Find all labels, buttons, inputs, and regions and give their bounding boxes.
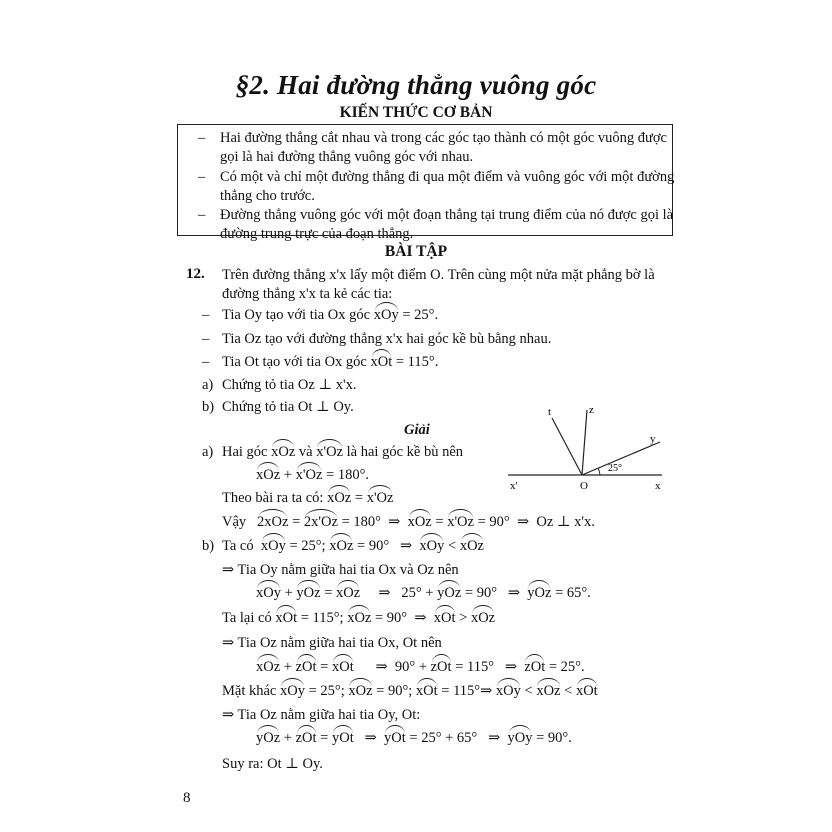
bullet-dash: – [202, 354, 210, 370]
implies-arrow: ⇒ [516, 514, 530, 530]
solution-line [256, 466, 369, 484]
text: = 25°; [285, 538, 326, 554]
text: = 90° [473, 514, 510, 530]
angle-symbol: xOz [348, 683, 373, 699]
implies-arrow: ⇒ [400, 538, 413, 554]
text: + [280, 659, 296, 675]
text: Ta lại có [222, 610, 272, 626]
angle-symbol: xOz [336, 585, 361, 601]
text: Vậy [222, 514, 247, 530]
text: = 90° [461, 585, 497, 601]
angle-symbol: xOt [275, 610, 298, 626]
angle-symbol: zOt [295, 659, 317, 675]
question-b-label: b) [202, 399, 215, 415]
ray-oz [582, 410, 587, 475]
theory-line: đường trung trực của đoạn thẳng. [220, 226, 414, 242]
text: + [280, 585, 297, 601]
text: = 180° [337, 514, 381, 530]
implies-arrow: ⇒ [480, 683, 493, 699]
angle-symbol: yOz [437, 585, 462, 601]
text: là hai góc kề bù nên [346, 444, 464, 460]
problem-number: 12. [186, 266, 205, 282]
implies-arrow: ⇒ [364, 730, 377, 746]
angle-symbol: xOy [495, 683, 521, 699]
solution-a-label: a) [202, 444, 214, 460]
implies-arrow: ⇒ [504, 659, 518, 675]
angle-symbol: xOt [575, 683, 598, 699]
angle-symbol: xOz [256, 659, 281, 675]
question-a-label: a) [202, 377, 214, 393]
text: = 90° [353, 538, 390, 554]
text: = [316, 730, 332, 746]
question-b: Chứng tỏ tia Ot ⊥ Oy. [222, 399, 354, 415]
item-value: = 115°. [392, 354, 439, 370]
implies-arrow: ⇒ [378, 585, 391, 601]
solution-line: ⇒ Tia Oz nằm giữa hai tia Ox, Ot nên [222, 635, 442, 651]
angle-symbol: xOz [459, 538, 484, 554]
text: Mặt khác [222, 683, 277, 699]
label-x-prime: x' [510, 480, 518, 492]
label-x: x [655, 480, 661, 492]
angle-symbol: x'Oz [447, 514, 474, 530]
text: + [280, 730, 296, 746]
text: = 115° [451, 659, 495, 675]
solution-line [222, 609, 495, 627]
angle-symbol: xOy [256, 585, 281, 601]
solution-line [222, 489, 393, 507]
text: = 25°; [304, 683, 345, 699]
angle-symbol: xOt [415, 683, 438, 699]
angle-symbol: x'Oz [366, 490, 394, 506]
implies-arrow: ⇒ [388, 514, 401, 530]
text: Oz ⊥ x'x. [536, 514, 595, 530]
angle-symbol: xOz [271, 444, 296, 460]
angle-symbol: xOt [331, 659, 354, 675]
angle-symbol: zOt [430, 659, 452, 675]
angle-symbol: x'Oz [295, 467, 323, 483]
text: Ta có [222, 538, 254, 554]
item-value: = 25°. [398, 307, 439, 323]
angle-symbol: xOz [327, 490, 352, 506]
page-number: 8 [183, 790, 191, 806]
bullet-dash: – [198, 169, 206, 185]
label-angle: 25° [608, 463, 622, 474]
implies-arrow: ⇒ [375, 659, 388, 675]
label-o: O [580, 480, 588, 492]
solution-line [222, 537, 484, 555]
text: = 180°. [322, 467, 369, 483]
text: < [444, 538, 460, 554]
theory-line: thẳng cho trước. [220, 188, 315, 204]
item-text: Tia Oy tạo với tia Ox góc [222, 307, 371, 323]
text: 25° + [401, 585, 438, 601]
angle-symbol: 2x'Oz [303, 514, 338, 530]
theory-line: Đường thẳng vuông góc với một đoạn thẳng tại trung điểm của nó được gọi là [220, 207, 674, 223]
bullet-dash: – [202, 307, 210, 323]
angle-symbol: x'Oz [316, 444, 344, 460]
angle-symbol: xOz [347, 610, 372, 626]
solution-line [222, 682, 598, 700]
angle-symbol: xOt [433, 610, 456, 626]
text: = 90°. [532, 730, 572, 746]
solution-line [222, 443, 463, 461]
label-z: z [589, 404, 594, 416]
text: Hai góc [222, 444, 268, 460]
text: = [320, 585, 337, 601]
angle-symbol: xOz [256, 467, 281, 483]
solution-line: ⇒ Tia Oz nằm giữa hai tia Oy, Ot: [222, 707, 421, 723]
text: = [351, 490, 367, 506]
bullet-dash: – [202, 331, 210, 347]
angle-symbol: yOz [527, 585, 552, 601]
angle-symbol: zOt [295, 730, 317, 746]
solution-conclusion: Suy ra: Ot ⊥ Oy. [222, 756, 323, 772]
item-text: Tia Ot tạo với tia Ox góc [222, 354, 367, 370]
theory-heading: KIẾN THỨC CƠ BẢN [339, 104, 493, 121]
implies-arrow: ⇒ [507, 585, 521, 601]
angle-symbol: yOt [384, 730, 406, 746]
problem-text: Trên đường thẳng x'x lấy một điểm O. Trên cùng một nửa mặt phẳng bờ là [222, 267, 655, 283]
angle-symbol: xOz [407, 514, 432, 530]
text: > [455, 610, 471, 626]
solution-line [256, 729, 572, 747]
text: và [298, 444, 313, 460]
solution-line: ⇒ Tia Oy nằm giữa hai tia Ox và Oz nên [222, 562, 459, 578]
solution-heading: Giải [404, 422, 430, 438]
text: + [280, 467, 296, 483]
angle-symbol: xOz [329, 538, 354, 554]
angle-symbol: yOz [296, 585, 321, 601]
solution-line [256, 584, 591, 602]
bullet-dash: – [198, 207, 206, 223]
angle-symbol: yOz [256, 730, 281, 746]
angle-symbol: xOt [370, 354, 393, 370]
solution-line [222, 513, 595, 531]
text: Theo bài ra ta có: [222, 490, 324, 506]
theory-line: Có một và chỉ một đường thẳng đi qua một điểm và vuông góc với một đường [220, 169, 675, 185]
angle-symbol: yOt [331, 730, 354, 746]
text: = 25°. [545, 659, 585, 675]
angle-symbol: xOz [536, 683, 561, 699]
text: 90° + [394, 659, 431, 675]
problem-text: đường thẳng x'x ta kẻ các tia: [222, 286, 393, 302]
angle-symbol: 2xOz [257, 514, 289, 530]
angle-symbol: yOy [507, 730, 533, 746]
solution-line [256, 658, 585, 676]
angle-figure [500, 400, 680, 500]
text: = 115°; [297, 610, 344, 626]
text: = [316, 659, 332, 675]
text: < [520, 683, 537, 699]
theory-line: gọi là hai đường thẳng vuông góc với nhau. [220, 149, 474, 165]
angle-symbol: xOy [373, 307, 399, 323]
text: < [560, 683, 576, 699]
solution-b-label: b) [202, 538, 215, 554]
label-y: y [650, 433, 656, 445]
angle-arc [598, 468, 600, 475]
problem-item-1 [222, 306, 438, 324]
angle-symbol: zOt [524, 659, 546, 675]
text: = 65°. [551, 585, 591, 601]
angle-symbol: xOy [260, 538, 286, 554]
page-title: §2. Hai đường thẳng vuông góc [235, 70, 597, 100]
angle-symbol: xOy [279, 683, 305, 699]
ray-ot [552, 418, 582, 475]
question-a: Chứng tỏ tia Oz ⊥ x'x. [222, 377, 357, 393]
problem-item-3 [222, 353, 438, 371]
text: = 115° [437, 683, 481, 699]
implies-arrow: ⇒ [488, 730, 501, 746]
text: = 90°; [372, 683, 413, 699]
angle-symbol: xOz [470, 610, 496, 626]
text: = 90° [371, 610, 408, 626]
implies-arrow: ⇒ [414, 610, 427, 626]
exercise-heading: BÀI TẬP [384, 243, 448, 260]
text: = 25° + 65° [405, 730, 478, 746]
theory-line: Hai đường thẳng cắt nhau và trong các góc tạo thành có một góc vuông được [220, 130, 667, 146]
text: = [431, 514, 448, 530]
label-t: t [548, 406, 552, 418]
text: = [288, 514, 304, 530]
bullet-dash: – [198, 130, 206, 146]
problem-item-2: Tia Oz tạo với đường thẳng x'x hai góc kề bù bằng nhau. [222, 331, 552, 347]
angle-symbol: xOy [419, 538, 445, 554]
